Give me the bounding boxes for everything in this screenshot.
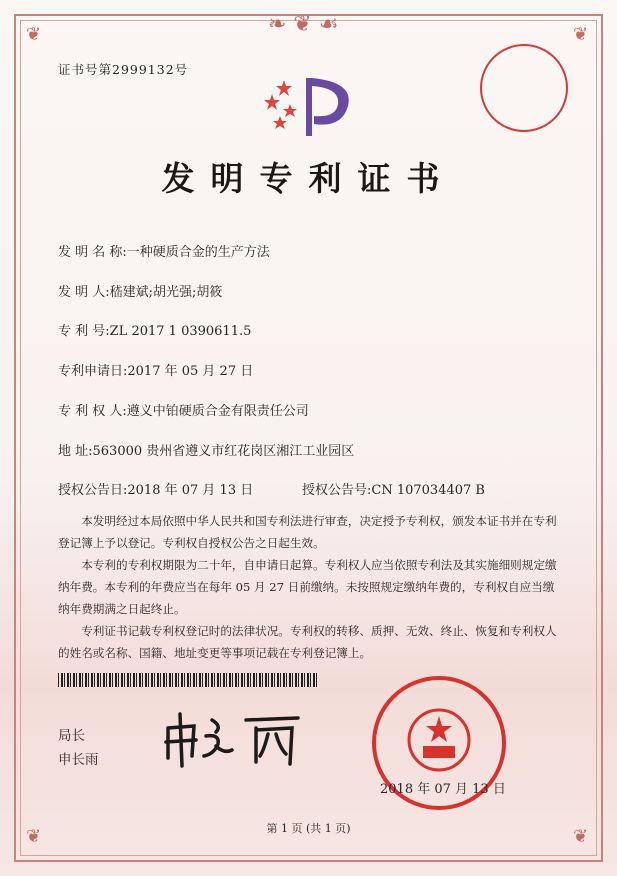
field-value: 嵇建斌;胡光强;胡筱 (109, 285, 223, 300)
field-grant-date (58, 479, 253, 498)
corner-ornament: ❦ (26, 24, 42, 45)
field-label: 发 明 人: (58, 285, 110, 300)
certificate-body (58, 510, 558, 664)
top-ornament: ❧ ❦ ☙ (268, 12, 339, 37)
field-label: 发 明 名 称: (58, 245, 127, 260)
field-label: 授权公告号: (302, 483, 372, 498)
field-value: 2018 年 07 月 13 日 (127, 483, 254, 498)
patent-office-logo-icon (262, 72, 358, 142)
body-paragraph: 本专利的专利权期限为二十年，自申请日起算。专利权人应当依照专利法及其实施细则规定缴纳年费。本专利的年费应当在每年 05 月 27 日前缴纳。未按照规定缴纳年费的，专利权自应当缴纳年费期满之日起终止。 (58, 558, 557, 616)
seal-date: 2018 年 07 月 13 日 (380, 782, 506, 797)
field-value: 一种硬质合金的生产方法 (126, 245, 270, 260)
field-label: 专利申请日: (58, 364, 128, 379)
corner-ornament: ❦ (26, 826, 42, 847)
handwritten-signature (160, 706, 310, 772)
field-value: 遵义中铂硬质合金有限责任公司 (126, 404, 309, 419)
page-footer: 第 1 页 (共 1 页) (266, 822, 351, 835)
corner-ornament: ❦ (573, 826, 589, 847)
field-label: 专 利 号: (58, 324, 110, 339)
field-value: 2017 年 05 月 27 日 (127, 364, 254, 379)
signatory-name: 申长雨 (58, 752, 99, 768)
field-patentee (58, 400, 309, 419)
agency-seal (480, 44, 568, 132)
signatory-title: 局长 (58, 728, 85, 744)
barcode (58, 673, 318, 687)
certificate-number: 证书号第2999132号 (58, 62, 189, 77)
field-invention-name (58, 241, 270, 260)
field-label: 地 址: (58, 444, 93, 459)
field-value: CN 107034407 B (371, 483, 485, 498)
field-label: 授权公告日: (58, 483, 128, 498)
corner-ornament: ❦ (573, 24, 589, 45)
field-label: 专 利 权 人: (58, 404, 127, 419)
field-patent-number (58, 320, 251, 339)
field-application-date (58, 360, 253, 379)
field-address (58, 440, 354, 459)
field-grant-number (302, 479, 485, 498)
body-paragraph: 本发明经过本局依照中华人民共和国专利法进行审查，决定授予专利权，颁发本证书并在专利登记簿上予以登记。专利权自授权公告之日起生效。 (58, 514, 557, 550)
field-value: 563000 贵州省遵义市红花岗区湘江工业园区 (92, 444, 355, 459)
page-title: 发明专利证书 (161, 159, 456, 198)
body-paragraph: 专利证书记载专利权登记时的法律状况。专利权的转移、质押、无效、终止、恢复和专利权人的姓名或名称、国籍、地址变更等事项记载在专利登记簿上。 (58, 624, 557, 660)
field-value: ZL 2017 1 0390611.5 (109, 324, 252, 339)
field-inventors (58, 281, 222, 300)
national-emblem-icon (405, 706, 473, 774)
